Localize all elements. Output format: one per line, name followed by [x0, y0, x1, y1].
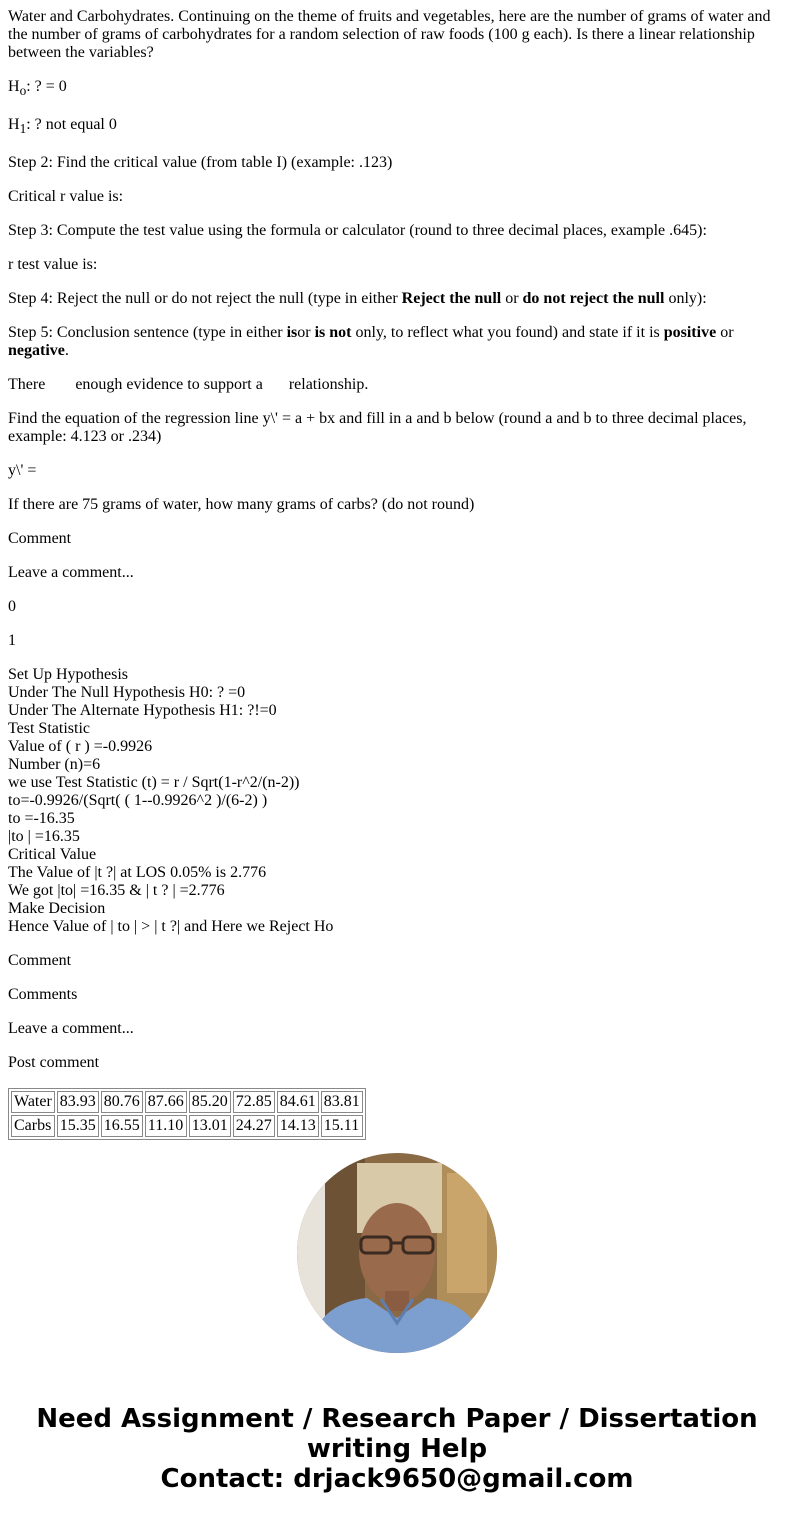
- answer-line: to =-16.35: [8, 810, 75, 828]
- answer-line: Test Statistic: [8, 720, 90, 738]
- table-cell: 11.10: [145, 1115, 187, 1137]
- table-cell: 87.66: [145, 1091, 187, 1113]
- table-cell: 15.11: [321, 1115, 363, 1137]
- table-cell: 83.81: [321, 1091, 363, 1113]
- promo-banner: [0, 1404, 794, 1494]
- table-cell: 16.55: [101, 1115, 143, 1137]
- null-hypothesis: $H_o$: ? = 0: [8, 78, 67, 99]
- data-table: [8, 1088, 366, 1140]
- author-avatar: [297, 1153, 497, 1353]
- answer-line: Under The Alternate Hypothesis H1: ?!=0: [8, 702, 277, 720]
- step3-text: Step 3: Compute the test value using the formula or calculator (round to three decimal places, example .645):: [8, 222, 707, 240]
- table-cell: Carbs: [11, 1115, 55, 1137]
- answer-line: Hence Value of | to | > | t ?| and Here we Reject Ho: [8, 918, 334, 936]
- comments-heading: Comments: [8, 986, 78, 1004]
- answer-line: Under The Null Hypothesis H0: ? =0: [8, 684, 246, 702]
- answer-line: Set Up Hypothesis: [8, 666, 128, 684]
- regression-instruction: Find the equation of the regression line y\' = a + bx and fill in a and b below (round a and b to three decimal places, example: 4.123 or .234): [8, 410, 747, 446]
- promo-line: writing Help: [306, 1434, 488, 1464]
- table-cell: 80.76: [101, 1091, 143, 1113]
- answer-line: The Value of |t ?| at LOS 0.05% is 2.776: [8, 864, 267, 882]
- table-row: [11, 1091, 363, 1113]
- table-cell: 83.93: [57, 1091, 99, 1113]
- author-photo-icon: [297, 1153, 497, 1353]
- table-row: [11, 1115, 363, 1137]
- comment-label-2: Comment: [8, 952, 72, 970]
- answer-block: [8, 666, 786, 936]
- regression-equation-label: y\' =: [8, 462, 37, 480]
- alternate-hypothesis: $H_1$: ? not equal 0: [8, 116, 117, 137]
- step4-text: Step 4: Reject the null or do not reject the null (type in either Reject the null or do not reject the null only):: [8, 290, 707, 308]
- step2-text: Step 2: Find the critical value (from table I) (example: .123): [8, 154, 393, 172]
- vote-up-count[interactable]: 1: [8, 632, 16, 650]
- table-cell: 13.01: [189, 1115, 231, 1137]
- promo-line: Need Assignment / Research Paper / Dissertation: [36, 1404, 758, 1434]
- answer-line: |to | =16.35: [8, 828, 80, 846]
- answer-line: Critical Value: [8, 846, 97, 864]
- table-cell: Water: [11, 1091, 55, 1113]
- answer-line: We got |to| =16.35 & | t ? | =2.776: [8, 882, 225, 900]
- table-cell: 14.13: [277, 1115, 319, 1137]
- table-cell: 15.35: [57, 1115, 99, 1137]
- table-cell: 84.61: [277, 1091, 319, 1113]
- comment-label: Comment: [8, 530, 72, 548]
- table-cell: 85.20: [189, 1091, 231, 1113]
- critical-value-label: Critical r value is:: [8, 188, 124, 206]
- r-test-value-label: r test value is:: [8, 256, 98, 274]
- table-cell: 24.27: [233, 1115, 275, 1137]
- leave-comment-link[interactable]: Leave a comment...: [8, 564, 134, 582]
- table-cell: 72.85: [233, 1091, 275, 1113]
- promo-contact[interactable]: Contact: drjack9650@gmail.com: [160, 1464, 634, 1494]
- question-content: [8, 8, 786, 1135]
- answer-line: we use Test Statistic (t) = r / Sqrt(1-r^2/(n-2)): [8, 774, 300, 792]
- vote-down-count[interactable]: 0: [8, 598, 16, 616]
- data-table-clip: [8, 1088, 366, 1135]
- answer-line: Make Decision: [8, 900, 106, 918]
- conclusion-sentence: There enough evidence to support a relationship.: [8, 376, 369, 394]
- answer-line: Value of ( r ) =-0.9926: [8, 738, 153, 756]
- answer-line: to=-0.9926/(Sqrt( ( 1--0.9926^2 )/(6-2) ): [8, 792, 268, 810]
- question-intro: Water and Carbohydrates. Continuing on the theme of fruits and vegetables, here are the number of grams of water and the number of grams of carbohydrates for a random selection of raw foods (100 g each). Is there a linear relationship between the variables?: [8, 8, 771, 61]
- answer-line: Number (n)=6: [8, 756, 101, 774]
- leave-comment-link-2[interactable]: Leave a comment...: [8, 1020, 134, 1038]
- step5-text: Step 5: Conclusion sentence (type in either isor is not only, to reflect what you found) and state if it is positive or negative.: [8, 324, 734, 360]
- prediction-question: If there are 75 grams of water, how many grams of carbs? (do not round): [8, 496, 475, 514]
- post-comment-button[interactable]: Post comment: [8, 1054, 100, 1072]
